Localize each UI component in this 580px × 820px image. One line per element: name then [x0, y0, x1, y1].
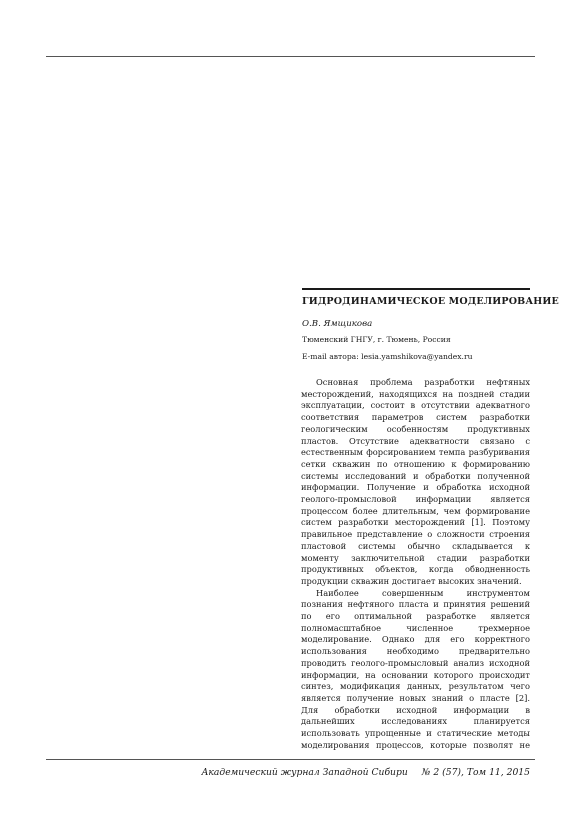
journal-footer — [172, 767, 530, 779]
title-rule — [302, 288, 530, 290]
author-affiliation: Тюменский ГНГУ, г. Тюмень, Россия — [302, 335, 451, 344]
journal-volume: Том 11, — [466, 767, 504, 778]
journal-name: Академический журнал Западной Сибири — [201, 767, 408, 778]
body-paragraph: Основная проблема разработки нефтяных месторождений, находящихся на поздней стадии эксплуатации, состоит в отсутствии адекватного соответствия параметров систем разработки геологическим особенностям продуктивных пластов. Отсутствие адекватности связано с естественным форсированием темпа разбуривания сетки скважин по отношению к формированию системы исследований и обработки полученной информации. Получение и обработка исходной геолого-промысловой информации является процессом более длительным, чем формирование систем разработки месторождений [1]. Поэтому правильное представление о сложности строения пластовой системы обычно складывается к моменту заключительной стадии разработки продуктивных объектов, когда обводненность продукции скважин достигает высоких значений. — [301, 377, 530, 586]
journal-issue: № 2 (57), — [421, 767, 464, 778]
author-email: E-mail автора: lesia.yamshikova@yandex.ru — [302, 352, 473, 361]
footer-rule — [46, 759, 535, 760]
header-rule — [46, 56, 535, 57]
article-body — [301, 377, 530, 751]
body-paragraph: Наиболее совершенным инструментом познания нефтяного пласта и принятия решений по его оптимальной разработке является полномасштабное численное трехмерное моделирование. Однако для его корректного использования необходимо предварительно проводить геолого-промысловый анализ исходной информации, на основании которого происходит синтез, модификация данных, результатом чего является получение новых знаний о пласте [2]. Для обработки исходной информации в дальнейших исследованиях планируется использовать упрощенные и статические методы моделирования процессов, которые позволят не — [301, 587, 530, 750]
article-title: ГИДРОДИНАМИЧЕСКОЕ МОДЕЛИРОВАНИЕ — [302, 296, 559, 307]
journal-year: 2015 — [506, 767, 530, 778]
author-name: О.В. Ямщикова — [302, 319, 373, 329]
